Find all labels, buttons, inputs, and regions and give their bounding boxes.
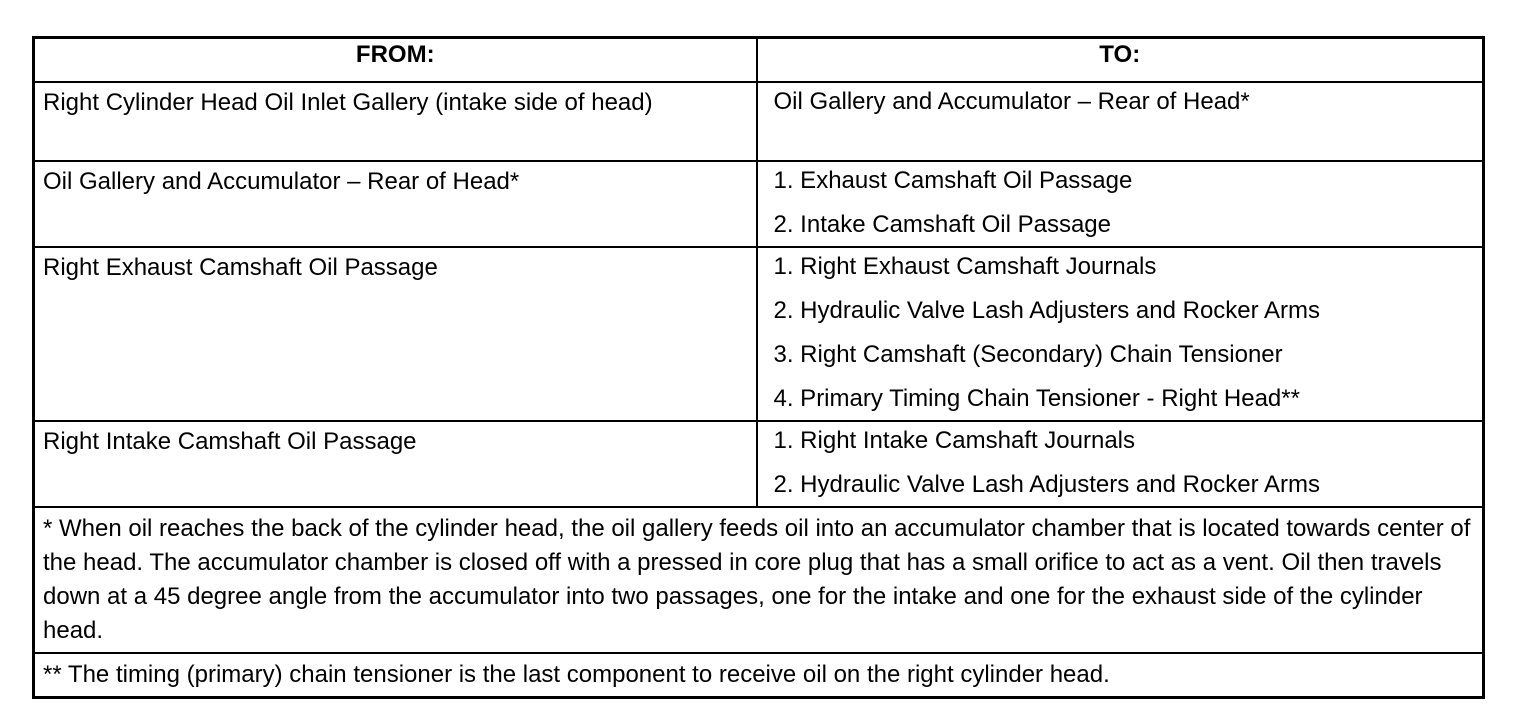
table-row [34, 421, 1484, 507]
from-cell: Right Intake Camshaft Oil Passage [34, 421, 757, 507]
to-item: 2. Hydraulic Valve Lash Adjusters and Rocker Arms [773, 471, 1320, 498]
to-item: 1. Exhaust Camshaft Oil Passage [773, 167, 1133, 194]
to-cell [757, 421, 1484, 507]
table-row [34, 161, 1484, 247]
footnote-accumulator: * When oil reaches the back of the cylinder head, the oil gallery feeds oil into an accumulator chamber that is located towards center of the head. The accumulator chamber is closed off with a pressed in core plug that has a small orifice to act as a vent. Oil then travels down at a 45 degree angle from the accumulator into two passages, one for the intake and one for the exhaust side of the cylinder head. [34, 507, 1484, 653]
to-item: Oil Gallery and Accumulator – Rear of Head* [773, 88, 1250, 115]
footnote-timing-chain: ** The timing (primary) chain tensioner is the last component to receive oil on the right cylinder head. [34, 653, 1484, 698]
to-item: 2. Hydraulic Valve Lash Adjusters and Rocker Arms [773, 297, 1320, 324]
table-row [34, 247, 1484, 421]
to-cell [757, 247, 1484, 421]
to-item: 1. Right Exhaust Camshaft Journals [773, 253, 1157, 280]
to-cell [757, 82, 1484, 161]
header-row [34, 38, 1484, 83]
header-to: TO: [757, 38, 1484, 83]
from-cell: Right Cylinder Head Oil Inlet Gallery (intake side of head) [34, 82, 757, 161]
to-item: 3. Right Camshaft (Secondary) Chain Tensioner [773, 341, 1283, 368]
note-row [34, 653, 1484, 698]
header-from: FROM: [34, 38, 757, 83]
to-item: 2. Intake Camshaft Oil Passage [773, 211, 1111, 238]
oil-flow-table [32, 36, 1485, 699]
to-cell [757, 161, 1484, 247]
from-cell: Oil Gallery and Accumulator – Rear of Head* [34, 161, 757, 247]
to-item: 4. Primary Timing Chain Tensioner - Right Head** [773, 385, 1300, 412]
table-row [34, 82, 1484, 161]
note-row [34, 507, 1484, 653]
to-item: 1. Right Intake Camshaft Journals [773, 427, 1136, 454]
from-cell: Right Exhaust Camshaft Oil Passage [34, 247, 757, 421]
